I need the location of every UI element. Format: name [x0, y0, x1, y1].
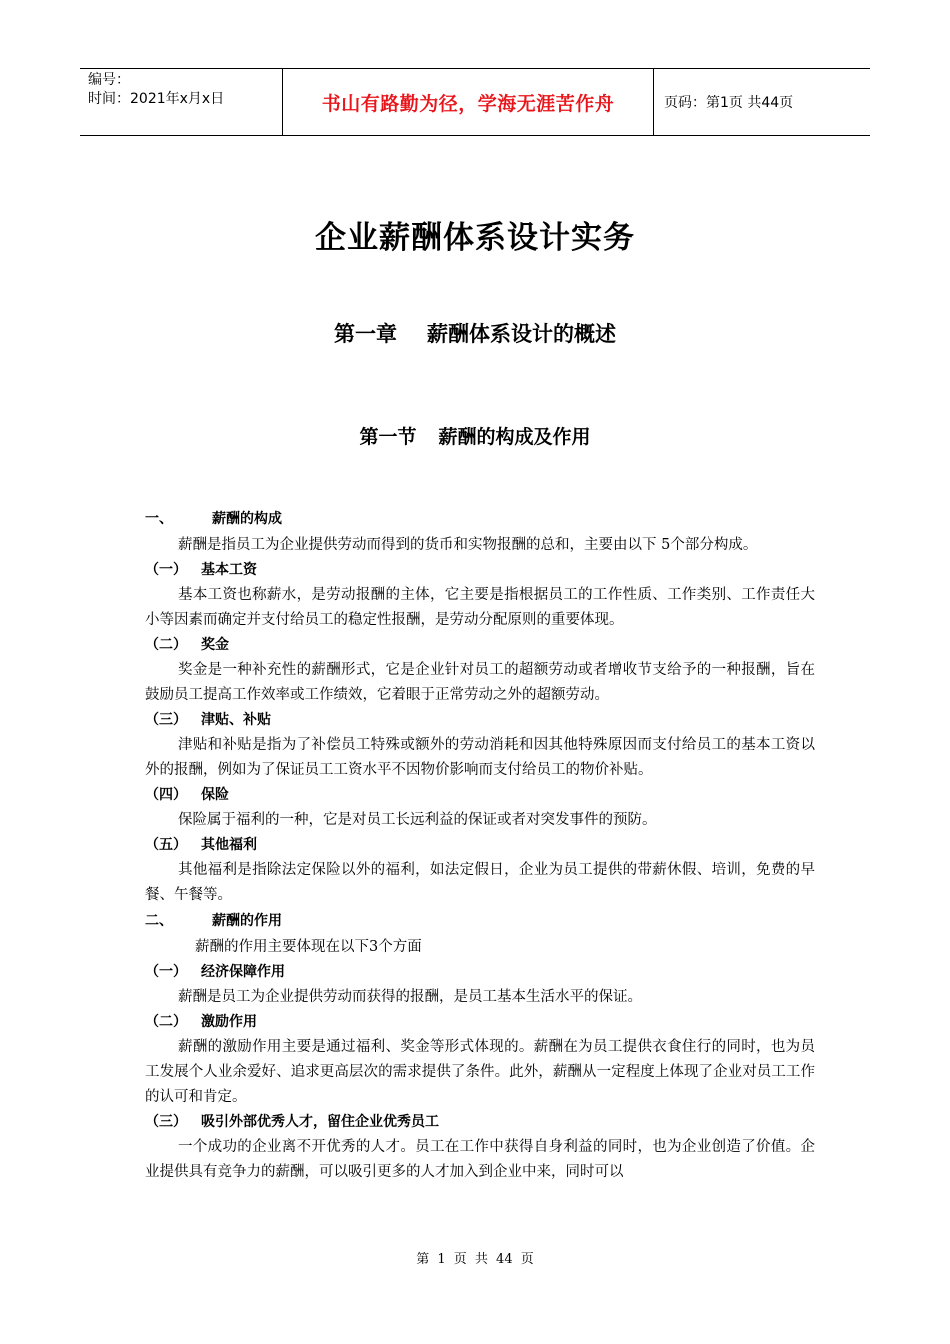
- heading-level2: [145, 633, 815, 658]
- heading-level2: [145, 833, 815, 858]
- heading-text: 薪酬的构成: [212, 511, 282, 527]
- heading-number: （三）: [145, 1114, 187, 1130]
- section-name: 薪酬的构成及作用: [438, 426, 591, 448]
- header-number-label: 编号：: [88, 72, 130, 88]
- paragraph: 保险属于福利的一种，它是对员工长远利益的保证或者对突发事件的预防。: [178, 812, 657, 828]
- header-meta-cell: [80, 69, 282, 135]
- page-footer: 第 1 页 共 44 页: [416, 1252, 534, 1267]
- heading-number: （二）: [145, 1014, 187, 1030]
- heading-level2: [145, 783, 815, 808]
- heading-number: （一）: [145, 964, 187, 980]
- heading-text: 激励作用: [201, 1014, 257, 1030]
- heading-text: 奖金: [201, 637, 229, 653]
- heading-number: （一）: [145, 562, 187, 578]
- heading-level2: [145, 708, 815, 733]
- heading-level1: [145, 908, 815, 935]
- heading-text: 薪酬的作用: [212, 913, 282, 929]
- paragraph: 薪酬是指员工为企业提供劳动而得到的货币和实物报酬的总和，主要由以下 5个部分构成。: [178, 537, 758, 553]
- paragraph: 一个成功的企业离不开优秀的人才。员工在工作中获得自身利益的同时，也为企业创造了价值。企业提供具有竞争力的薪酬，可以吸引更多的人才加入到企业中来，同时可以: [145, 1139, 815, 1180]
- heading-number: 二、: [145, 913, 173, 929]
- heading-text: 经济保障作用: [201, 964, 285, 980]
- heading-level1: [145, 506, 815, 533]
- chapter-number: 第一章: [334, 322, 397, 346]
- document-body: [145, 506, 815, 1185]
- heading-text: 津贴、补贴: [201, 712, 271, 728]
- heading-level2: [145, 1110, 815, 1135]
- paragraph: 奖金是一种补充性的薪酬形式，它是企业针对员工的超额劳动或者增收节支给予的一种报酬，旨在鼓励员工提高工作效率或工作绩效，它着眼于正常劳动之外的超额劳动。: [145, 662, 815, 703]
- heading-number: （四）: [145, 787, 187, 803]
- chapter-heading: [0, 318, 950, 348]
- header-motto: 书山有路勤为径，学海无涯苦作舟: [282, 69, 654, 135]
- heading-level2: [145, 1010, 815, 1035]
- heading-number: 一、: [145, 511, 173, 527]
- heading-text: 吸引外部优秀人才，留住企业优秀员工: [201, 1114, 439, 1130]
- paragraph: 其他福利是指除法定保险以外的福利，如法定假日，企业为员工提供的带薪休假、培训，免费的早餐、午餐等。: [145, 862, 815, 903]
- header-page-info: 页码：第1页 共44页: [664, 95, 794, 111]
- section-number: 第一节: [359, 426, 417, 448]
- heading-number: （三）: [145, 712, 187, 728]
- heading-level2: [145, 960, 815, 985]
- heading-level2: [145, 558, 815, 583]
- header-date-label: 时间：2021年x月x日: [88, 91, 225, 107]
- paragraph: 薪酬的作用主要体现在以下3个方面: [195, 939, 422, 955]
- section-heading: [0, 422, 950, 449]
- paragraph: 薪酬的激励作用主要是通过福利、奖金等形式体现的。薪酬在为员工提供衣食住行的同时，也为员工发展个人业余爱好、追求更高层次的需求提供了条件。此外，薪酬从一定程度上体现了企业对员工工作的认可和肯定。: [145, 1039, 815, 1105]
- paragraph: 基本工资也称薪水，是劳动报酬的主体，它主要是指根据员工的工作性质、工作类别、工作责任大小等因素而确定并支付给员工的稳定性报酬，是劳动分配原则的重要体现。: [145, 587, 815, 628]
- chapter-name: 薪酬体系设计的概述: [427, 322, 616, 346]
- heading-text: 保险: [201, 787, 229, 803]
- paragraph: 津贴和补贴是指为了补偿员工特殊或额外的劳动消耗和因其他特殊原因而支付给员工的基本工资以外的报酬，例如为了保证员工工资水平不因物价影响而支付给员工的物价补贴。: [145, 737, 815, 778]
- document-title: 企业薪酬体系设计实务: [315, 220, 635, 256]
- heading-text: 基本工资: [201, 562, 257, 578]
- paragraph: 薪酬是员工为企业提供劳动而获得的报酬，是员工基本生活水平的保证。: [178, 989, 642, 1005]
- heading-text: 其他福利: [201, 837, 257, 853]
- document-header: [80, 68, 870, 136]
- heading-number: （二）: [145, 637, 187, 653]
- heading-number: （五）: [145, 837, 187, 853]
